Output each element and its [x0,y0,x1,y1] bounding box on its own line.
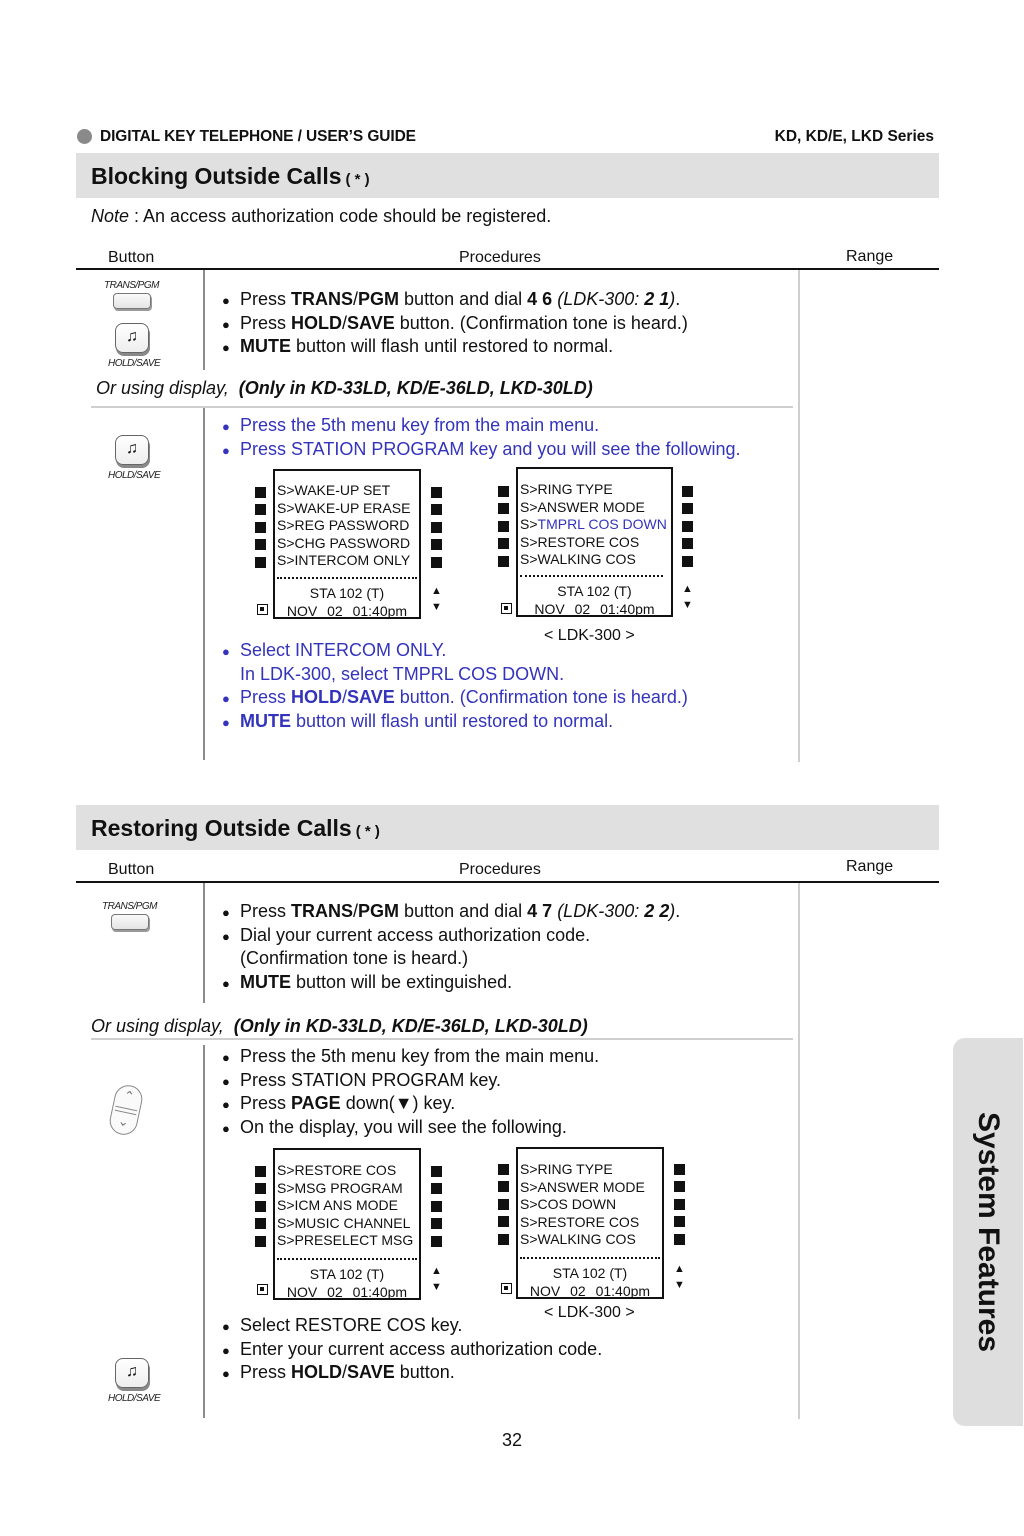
menu-key-icon [674,1164,685,1175]
lcd-row: S>RESTORE COS [520,533,640,550]
page-up-icon: ▲ [431,585,442,597]
menu-key-icon [255,1201,266,1212]
chevron-down-icon: ⌄ [116,1112,131,1130]
column-divider [203,270,205,370]
lcd-caption: < LDK-300 > [544,627,635,644]
range-divider [798,883,800,1419]
lcd-date: NOV 02 01:40pm [529,1283,651,1299]
column-divider [203,408,205,760]
procedure-step: ● Select RESTORE COS key. [222,1315,463,1335]
lcd-station: STA 102 (T) [552,1265,628,1281]
header-rule [76,268,939,270]
procedure-step: ● Dial your current access authorization code. [222,924,591,945]
menu-key-icon [682,503,693,514]
procedure-step: ● Press HOLD/SAVE button. (Confirmation tone is heard.) [222,312,688,333]
section-title-bar [76,153,939,198]
lcd-separator [277,577,417,579]
lcd-separator [520,1257,660,1259]
menu-key-icon [255,522,266,533]
menu-key-icon [674,1199,685,1210]
lcd-station: STA 102 (T) [309,585,385,601]
lcd-row: S>ICM ANS MODE [277,1197,398,1214]
menu-key-icon [498,1234,509,1245]
procedure-list [222,900,680,994]
menu-key-icon [255,1218,266,1229]
page-down-icon: ▼ [682,599,693,611]
menu-key-icon [498,503,509,514]
header-bullet-icon [77,129,92,144]
menu-key-icon [498,556,509,567]
menu-key-icon [255,557,266,568]
menu-key-icon [498,1164,509,1175]
display-alternative-heading: Or using display, (Only in KD-33LD, KD/E-36LD, LKD-30LD) [91,1016,588,1036]
hold-save-key-icon: ♫ [115,1358,149,1388]
display-rule [91,1038,793,1040]
procedure-step: ● On the display, you will see the following. [222,1116,567,1137]
menu-key-icon [674,1181,685,1192]
menu-key-icon [431,557,442,568]
lcd-row: S>ANSWER MODE [520,498,645,515]
hold-save-key-icon: ♫ [115,435,149,465]
procedure-step-continuation: In LDK-300, select TMPRL COS DOWN. [240,663,565,684]
header-rule [76,881,939,883]
hold-save-key-icon: ♫ [115,323,149,353]
series-label: KD, KD/E, LKD Series [774,128,934,145]
hold-save-label: HOLD/SAVE [108,358,161,369]
column-header-range: Range [846,858,894,875]
menu-key-icon [674,1234,685,1245]
menu-key-icon [498,538,509,549]
column-divider [203,1045,205,1418]
lcd-row: S>CHG PASSWORD [277,534,411,551]
lcd-row: S>INTERCOM ONLY [277,552,411,569]
procedure-step: ● Press STATION PROGRAM key. [222,1069,502,1090]
menu-key-icon [431,1166,442,1177]
procedure-step: ● MUTE button will be extinguished. [222,971,513,992]
display-procedure-list [222,1045,599,1139]
menu-key-icon [431,504,442,515]
menu-key-icon [498,486,509,497]
procedure-step: ● Press PAGE down(▼) key. [222,1093,456,1113]
column-divider [203,883,205,1003]
procedure-step: ● Press TRANS/PGM button and dial 4 7 (LDK-300: 2 2). [222,901,681,921]
menu-key-icon [431,1183,442,1194]
lcd-row-highlighted: S>TMPRL COS DOWN [520,516,667,533]
menu-key-icon [431,487,442,498]
menu-key-icon [255,504,266,515]
lcd-caption: < LDK-300 > [544,1304,635,1321]
lcd-date: NOV 02 01:40pm [286,603,408,619]
column-header-button: Button [108,249,155,266]
trans-pgm-key-icon [111,914,149,930]
procedure-step: ● Press HOLD/SAVE button. (Confirmation tone is heard.) [222,687,688,707]
procedure-step: ● Press the 5th menu key from the main menu. [222,1046,600,1066]
lcd-station: STA 102 (T) [557,583,632,599]
procedure-step: ● MUTE button will flash until restored to normal. [222,710,614,731]
procedure-step: ● Select INTERCOM ONLY. [222,640,447,660]
lcd-station: STA 102 (T) [309,1266,385,1282]
display-alternative-heading: Or using display, (Only in KD-33LD, KD/E-36LD, LKD-30LD) [96,378,593,398]
speaker-key-icon [501,1283,512,1294]
lcd-row: S>MUSIC CHANNEL [277,1214,411,1231]
procedure-list [222,288,688,359]
chapter-tab-label: System Features [972,1111,1005,1353]
display-rule [91,406,793,408]
page-down-icon: ▼ [674,1279,685,1291]
lcd-separator [277,1258,417,1260]
lcd-row: S>ANSWER MODE [520,1178,645,1195]
lcd-date: NOV 02 01:40pm [534,601,655,617]
menu-key-icon [255,1166,266,1177]
menu-key-icon [255,539,266,550]
display-procedure-list-after [222,1314,602,1385]
procedure-step: ● Press the 5th menu key from the main menu. [222,415,600,435]
lcd-row: S>RING TYPE [520,1161,613,1177]
hold-save-label: HOLD/SAVE [108,1393,161,1404]
section-title-bar [76,805,939,850]
chevron-up-icon: ⌃ [122,1087,136,1105]
menu-key-icon [431,1201,442,1212]
section-title: Blocking Outside Calls ( * ) [91,163,370,189]
page-number: 32 [501,1430,523,1450]
menu-key-icon [431,539,442,550]
hold-save-label: HOLD/SAVE [108,470,161,481]
trans-pgm-label: TRANS/PGM [102,901,157,912]
column-header-button: Button [108,861,155,878]
menu-key-icon [431,522,442,533]
speaker-key-icon [257,1284,268,1295]
menu-key-icon [431,1218,442,1229]
lcd-display-ldk300 [516,1147,664,1299]
lcd-row: S>WAKE-UP ERASE [277,499,411,516]
menu-key-icon [498,1216,509,1227]
lcd-row: S>WALKING COS [520,551,636,568]
page-up-icon: ▲ [682,583,693,595]
lcd-display [273,1148,421,1300]
lcd-display-ldk300 [516,467,673,617]
lcd-row: S>REG PASSWORD [277,517,410,534]
lcd-separator [520,575,663,577]
chapter-tab[interactable] [953,1038,1023,1426]
column-header-range: Range [846,248,894,265]
lcd-row: S>WALKING COS [520,1231,636,1248]
lcd-row: S>MSG PROGRAM [277,1179,403,1196]
trans-pgm-label: TRANS/PGM [104,280,159,291]
guide-title: DIGITAL KEY TELEPHONE / USER’S GUIDE [100,128,416,145]
speaker-key-icon [257,604,268,615]
menu-key-icon [682,521,693,532]
lcd-display [273,469,421,619]
page-down-icon: ▼ [431,601,442,613]
lcd-row: S>RESTORE COS [277,1162,397,1178]
lcd-row: S>RESTORE COS [520,1213,640,1230]
menu-key-icon [255,1183,266,1194]
section-title: Restoring Outside Calls ( * ) [91,815,380,841]
lcd-row: S>WAKE-UP SET [277,482,391,498]
display-procedure-list-after [222,639,688,733]
lcd-row: S>COS DOWN [520,1196,617,1213]
menu-key-icon [498,1181,509,1192]
lcd-row: S>RING TYPE [520,481,613,497]
menu-key-icon [498,521,509,532]
speaker-key-icon [501,603,512,614]
column-header-procedures: Procedures [459,861,541,878]
lcd-row: S>PRESELECT MSG [277,1232,414,1249]
menu-key-icon [682,486,693,497]
procedure-step: ● MUTE button will flash until restored to normal. [222,336,614,356]
procedure-step-continuation: (Confirmation tone is heard.) [240,948,469,968]
menu-key-icon [255,487,266,498]
procedure-step: ● Press HOLD/SAVE button. [222,1362,455,1382]
menu-key-icon [674,1216,685,1227]
procedure-step: ● Press STATION PROGRAM key and you will see the following. [222,438,741,459]
menu-key-icon [255,1236,266,1247]
note: Note : An access authorization code should be registered. [91,206,552,226]
column-header-procedures: Procedures [459,249,541,266]
menu-key-icon [498,1199,509,1210]
menu-key-icon [431,1236,442,1247]
page-up-icon: ▲ [674,1263,685,1275]
trans-pgm-key-icon [113,293,151,309]
page-key-icon [107,1083,145,1138]
range-divider [798,270,800,762]
page-up-icon: ▲ [431,1265,442,1277]
lcd-date: NOV 02 01:40pm [286,1284,408,1300]
page-down-icon: ▼ [431,1281,442,1293]
procedure-step: ● Press TRANS/PGM button and dial 4 6 (LDK-300: 2 1). [222,289,681,309]
menu-key-icon [682,538,693,549]
procedure-step: ● Enter your current access authorization code. [222,1338,603,1359]
menu-key-icon [682,556,693,567]
display-procedure-list [222,414,741,461]
